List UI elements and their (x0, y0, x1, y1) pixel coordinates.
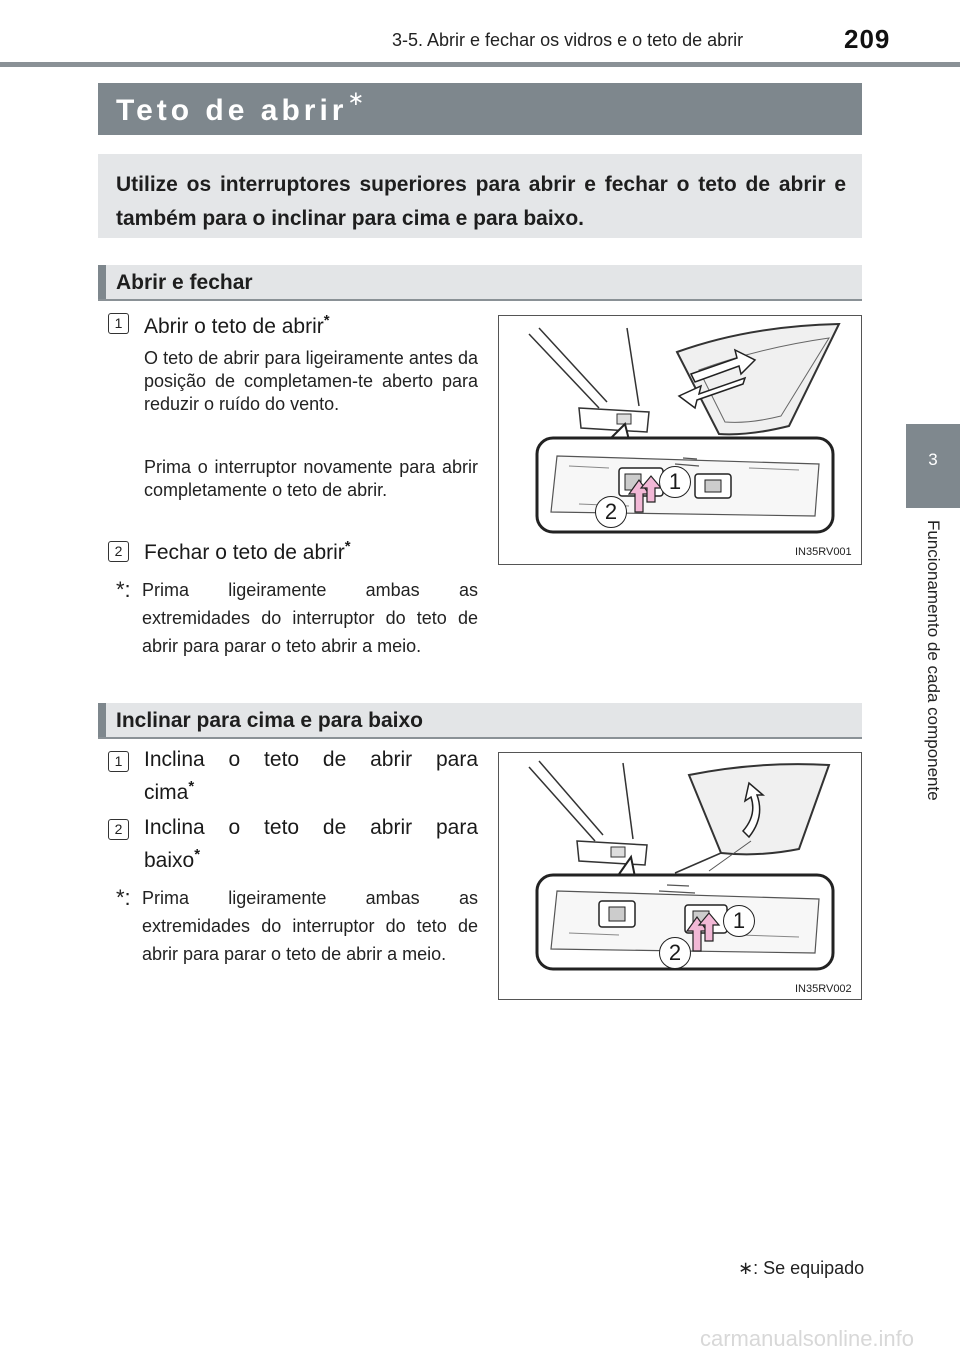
intro-box (98, 154, 862, 238)
footnote-block (116, 884, 478, 996)
page-title (116, 90, 364, 128)
equipped-mark: * (194, 846, 201, 863)
chapter-label: Funcionamento de cada componente (924, 520, 943, 801)
footnote-block (116, 576, 478, 688)
chapter-label-wrap (906, 520, 960, 860)
figure-sunroof-open-close (498, 315, 862, 565)
note-text: Prima ligeiramente ambas as extremidades do interruptor do teto de abrir para parar o teto abrir a meio. (142, 580, 478, 656)
note-text: Prima ligeiramente ambas as extremidades do interruptor do teto de abrir para parar o teto de abrir a meio. (142, 888, 478, 964)
step-title-line (144, 846, 200, 873)
step-title (144, 312, 330, 339)
step-number: 2 (108, 541, 129, 562)
callout-2: 2 (595, 496, 627, 528)
step-number: 2 (108, 819, 129, 840)
step-title-text: cima (144, 781, 189, 804)
step-title (144, 538, 351, 565)
description-paragraph: O teto de abrir para ligeiramente antes da posição de completamen-te aberto para reduzir o ruído do vento. (144, 348, 478, 414)
figure-sunroof-tilt (498, 752, 862, 1000)
equipped-footnote: ∗: Se equipado (738, 1258, 865, 1278)
watermark: carmanualsonline.info (700, 1326, 915, 1351)
sunroof-switch-illustration (499, 316, 861, 564)
section-heading: Inclinar para cima e para baixo (116, 709, 423, 732)
equipped-mark: * (188, 778, 195, 795)
description-paragraph: Prima o interruptor novamente para abrir completamente o teto de abrir. (144, 457, 478, 500)
equipped-mark: * (344, 538, 351, 555)
title-mark: ∗ (347, 88, 365, 110)
step-title-line (144, 778, 194, 805)
equipped-mark: * (323, 312, 330, 329)
page-number: 209 (844, 24, 891, 54)
header-rule (0, 62, 960, 67)
figure-code: IN35RV002 (795, 983, 852, 995)
step-title-text: Fechar o teto de abrir (144, 541, 345, 564)
callout-1: 1 (659, 466, 691, 498)
note-mark: *: (116, 885, 131, 910)
callout-1: 1 (723, 905, 755, 937)
section-header-open-close (98, 265, 862, 301)
section-header-tilt (98, 703, 862, 739)
section-heading: Abrir e fechar (116, 271, 253, 294)
step-title-text: Abrir o teto de abrir (144, 315, 324, 338)
page-title-text: Teto de abrir (116, 94, 348, 127)
note-mark: *: (116, 577, 131, 602)
figure-code: IN35RV001 (795, 546, 852, 558)
intro-text: Utilize os interruptores superiores para abrir e fechar o teto de abrir e também para o inclinar para cima e para baixo. (116, 173, 846, 230)
chapter-number: 3 (928, 450, 938, 469)
callout-2: 2 (659, 937, 691, 969)
step-number: 1 (108, 751, 129, 772)
step-title-line: Inclina o teto de abrir para (144, 816, 478, 839)
step-title-line: Inclina o teto de abrir para (144, 748, 478, 771)
running-header: 3-5. Abrir e fechar os vidros e o teto de abrir (392, 30, 744, 50)
step-title-text: baixo (144, 849, 195, 872)
step-number: 1 (108, 313, 129, 334)
